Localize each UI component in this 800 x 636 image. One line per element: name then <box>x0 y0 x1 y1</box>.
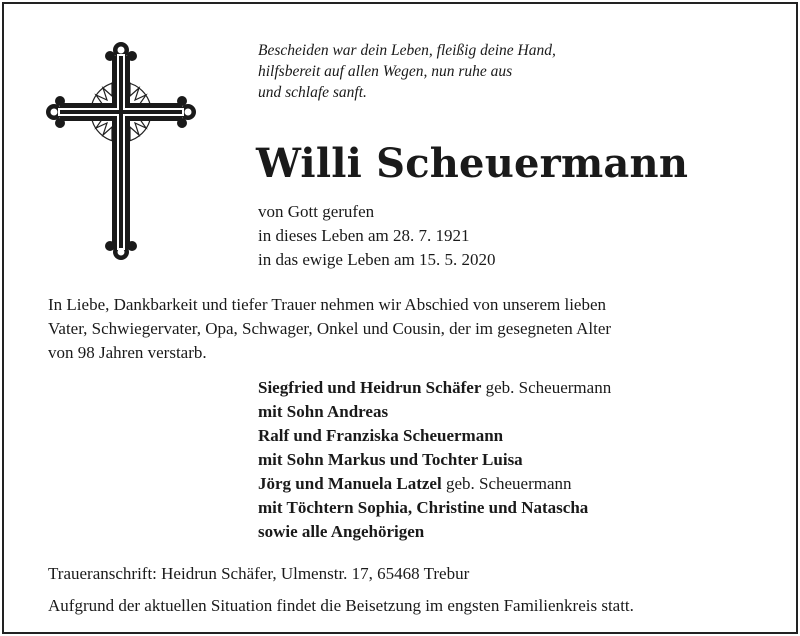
mourner-note: geb. Scheuermann <box>441 474 572 493</box>
mourning-address: Traueranschrift: Heidrun Schäfer, Ulmenstr. 17, 65468 Trebur <box>48 564 470 583</box>
mourner-name: mit Sohn Markus und Tochter Luisa <box>258 450 523 469</box>
funeral-notice: Aufgrund der aktuellen Situation findet die Beisetzung im engsten Familienkreis statt. <box>48 596 634 615</box>
mourners-list <box>258 376 611 544</box>
called-text: von Gott gerufen <box>258 202 375 221</box>
mourner-name: Siegfried und Heidrun Schäfer <box>258 378 482 397</box>
death-date: in das ewige Leben am 15. 5. 2020 <box>258 250 496 269</box>
mourner-name: Jörg und Manuela Latzel <box>258 474 442 493</box>
mourner-name: mit Sohn Andreas <box>258 402 389 421</box>
birth-date: in dieses Leben am 28. 7. 1921 <box>258 226 470 245</box>
poem-line: und schlafe sanft. <box>258 84 367 101</box>
life-dates <box>258 200 495 272</box>
mourner-line <box>258 520 611 544</box>
poem-line: hilfsbereit auf allen Wegen, nun ruhe aus <box>258 63 513 80</box>
mourner-name: sowie alle Angehörigen <box>258 522 425 541</box>
mourner-line <box>258 472 611 496</box>
mourner-line <box>258 424 611 448</box>
intro-paragraph <box>48 293 768 365</box>
mourner-line <box>258 496 611 520</box>
cross-icon <box>46 40 196 262</box>
poem-line: Bescheiden war dein Leben, fleißig deine Hand, <box>258 42 556 59</box>
mourner-name: Ralf und Franziska Scheuermann <box>258 426 504 445</box>
intro-line: Vater, Schwiegervater, Opa, Schwager, Onkel und Cousin, der im gesegneten Alter <box>48 319 612 338</box>
mourner-line <box>258 400 611 424</box>
poem-verse <box>258 40 556 103</box>
deceased-name: Willi Scheuermann <box>256 140 689 187</box>
mourner-name: mit Töchtern Sophia, Christine und Natascha <box>258 498 589 517</box>
mourner-line <box>258 376 611 400</box>
mourner-note: geb. Scheuermann <box>481 378 612 397</box>
mourner-line <box>258 448 611 472</box>
intro-line: von 98 Jahren verstarb. <box>48 343 207 362</box>
intro-line: In Liebe, Dankbarkeit und tiefer Trauer nehmen wir Abschied von unserem lieben <box>48 295 607 314</box>
